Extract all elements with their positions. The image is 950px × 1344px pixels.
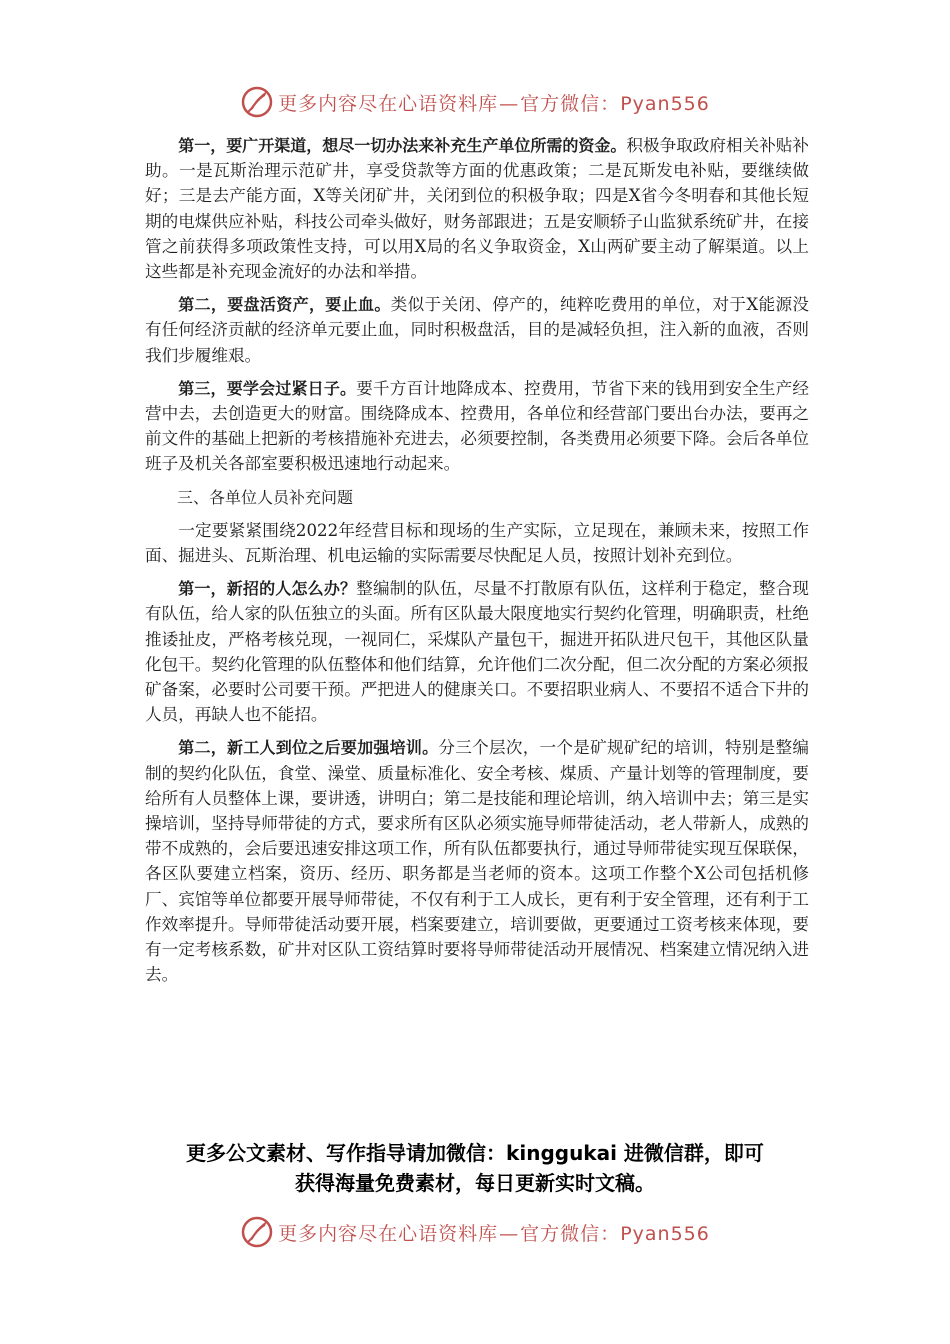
promo-line: 更多公文素材、写作指导请加微信：kinggukai 进微信群，即可 <box>186 1141 764 1165</box>
wechat-id: Pyan556 <box>620 1222 710 1245</box>
paragraph: 第二，要盘活资产，要止血。类似于关闭、停产的，纯粹吃费用的单位，对于X能源没有任何经济贡献的经济单元要止血，同时积极盘活，目的是减轻负担，注入新的血液，否则我们步履维艰。 <box>145 295 809 365</box>
paragraph: 第三，要学会过紧日子。要千方百计地降成本、控费用，节省下来的钱用到安全生产经营中去，去创造更大的财富。围绕降成本、控费用，各单位和经营部门要出台办法，要再之前文件的基础上把新的考核措施补充进去，必须要控制，各类费用必须要下降。会后各单位班子及机关各部室要积极迅速地行动起来。 <box>145 378 809 474</box>
banner-text: 更多内容尽在心语资料库—官方微信：Pyan556 <box>278 1222 710 1245</box>
paragraph: 第一，新招的人怎么办？整编制的队伍，尽量不打散原有队伍，这样利于稳定，整合现有队伍，给人家的队伍独立的头面。所有区队最大限度地实行契约化管理，明确职责，杜绝推诿扯皮，严格考核兑现，一视同仁，采煤队产量包干，掘进开拓队进尺包干，其他区队量化包干。契约化管理的队伍整体和他们结算，允许他们二次分配，但二次分配的方案必须报矿备案，必要时公司要干预。严把进人的健康关口。不要招职业病人、不要招不适合下井的人员，再缺人也不能招。 <box>145 579 809 725</box>
document-body <box>145 133 809 996</box>
pen-logo-icon <box>240 1215 274 1249</box>
paragraph: 一定要紧紧围绕2022年经营目标和现场的生产实际，立足现在，兼顾未来，按照工作面、掘进头、瓦斯治理、机电运输的实际需要尽快配足人员，按照计划补充到位。 <box>145 520 809 566</box>
pen-logo-icon <box>240 85 274 119</box>
section-heading: 三、各单位人员补充问题 <box>177 487 354 507</box>
promo-line: 获得海量免费素材，每日更新实时文稿。 <box>295 1171 655 1195</box>
promo-notice <box>120 1138 830 1198</box>
banner-text: 更多内容尽在心语资料库—官方微信：Pyan556 <box>278 92 710 115</box>
footer-banner <box>0 1212 950 1252</box>
wechat-id: Pyan556 <box>620 92 710 115</box>
header-banner <box>0 82 950 122</box>
paragraph: 第一，要广开渠道，想尽一切办法来补充生产单位所需的资金。积极争取政府相关补贴补助。一是瓦斯治理示范矿井，享受贷款等方面的优惠政策；二是瓦斯发电补贴，要继续做好；三是去产能方面，X等关闭矿井，关闭到位的积极争取；四是X省今冬明春和其他长短期的电煤供应补贴，科技公司牵头做好，财务部跟进；五是安顺轿子山监狱系统矿井，在接管之前获得多项政策性支持，可以用X局的名义争取资金，X山两矿要主动了解渠道。以上这些都是补充现金流好的办法和举措。 <box>145 136 809 282</box>
paragraph: 第二，新工人到位之后要加强培训。分三个层次，一个是矿规矿纪的培训，特别是整编制的契约化队伍，食堂、澡堂、质量标准化、安全考核、煤质、产量计划等的管理制度，要给所有人员整体上课，要讲透，讲明白；第二是技能和理论培训，纳入培训中去；第三是实操培训，坚持导师带徒的方式，要求所有区队必须实施导师带徒活动，老人带新人，成熟的带不成熟的，会后要迅速安排这项工作，所有队伍都要执行，通过导师带徒实现互保联保，各区队要建立档案，资历、经历、职务都是当老师的资本。这项工作整个X公司包括机修厂、宾馆等单位都要开展导师带徒，不仅有利于工人成长，更有利于安全管理，还有利于工作效率提升。导师带徒活动要开展，档案要建立，培训要做，更要通过工资考核来体现，要有一定考核系数，矿井对区队工资结算时要将导师带徒活动开展情况、档案建立情况纳入进去。 <box>145 738 809 985</box>
